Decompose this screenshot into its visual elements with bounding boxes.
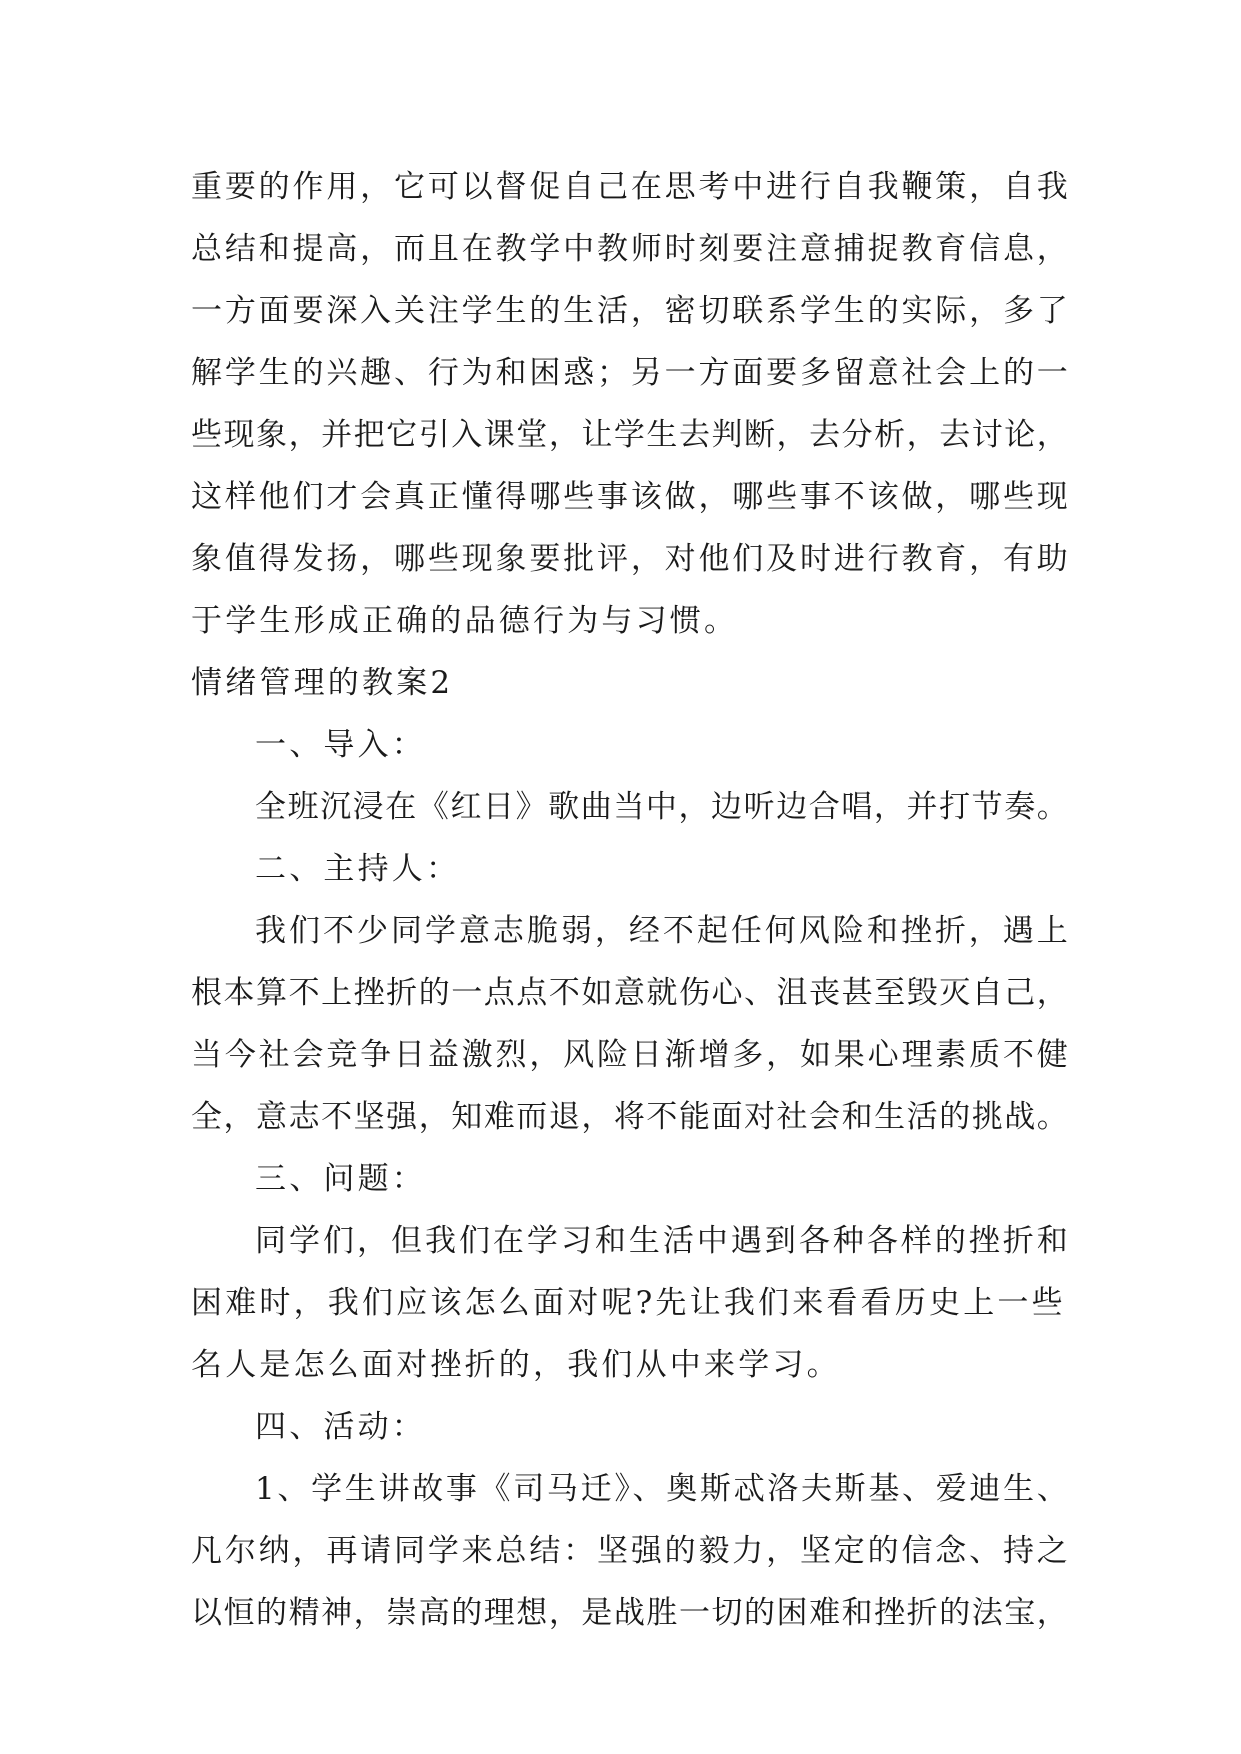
section-heading: 四、活动： <box>255 1409 426 1445</box>
section-title: 情绪管理的教案2 <box>191 665 454 701</box>
body-text-line: 些现象，并把它引入课堂，让学生去判断，去分析，去讨论， <box>191 417 1070 453</box>
body-text-line: 以恒的精神，崇高的理想，是战胜一切的困难和挫折的法宝， <box>191 1595 1070 1631</box>
section-heading: 二、主持人： <box>255 851 461 887</box>
body-text-line: 同学们，但我们在学习和生活中遇到各种各样的挫折和 <box>255 1223 1071 1259</box>
body-text-line: 全班沉浸在《红日》歌曲当中，边听边合唱，并打节奏。 <box>255 789 1070 825</box>
body-text-line: 象值得发扬，哪些现象要批评，对他们及时进行教育，有助 <box>191 541 1071 577</box>
body-text-line: 全，意志不坚强，知难而退，将不能面对社会和生活的挑战。 <box>191 1099 1070 1135</box>
body-text-line: 根本算不上挫折的一点点不如意就伤心、沮丧甚至毁灭自己， <box>191 975 1070 1011</box>
section-heading: 三、问题： <box>255 1161 426 1197</box>
body-text-line: 重要的作用，它可以督促自己在思考中进行自我鞭策，自我 <box>191 169 1071 205</box>
body-text-line: 这样他们才会真正懂得哪些事该做，哪些事不该做，哪些现 <box>191 479 1071 515</box>
body-text-line: 名人是怎么面对挫折的，我们从中来学习。 <box>191 1347 841 1383</box>
body-text-line: 凡尔纳，再请同学来总结：坚强的毅力，坚定的信念、持之 <box>191 1533 1071 1569</box>
body-text-line: 于学生形成正确的品德行为与习惯。 <box>191 603 739 639</box>
body-text-line: 当今社会竞争日益激烈，风险日渐增多，如果心理素质不健 <box>191 1037 1071 1073</box>
section-heading: 一、导入： <box>255 727 426 763</box>
body-text-line: 1、学生讲故事《司马迁》、奥斯忒洛夫斯基、爱迪生、 <box>255 1471 1071 1507</box>
body-text-line: 一方面要深入关注学生的生活，密切联系学生的实际，多了 <box>191 293 1071 329</box>
body-text-line: 我们不少同学意志脆弱，经不起任何风险和挫折，遇上 <box>255 913 1071 949</box>
body-text-line: 解学生的兴趣、行为和困惑；另一方面要多留意社会上的一 <box>191 355 1071 391</box>
body-text-line: 总结和提高，而且在教学中教师时刻要注意捕捉教育信息， <box>191 231 1071 267</box>
body-text-line: 困难时，我们应该怎么面对呢?先让我们来看看历史上一些 <box>191 1285 1066 1321</box>
